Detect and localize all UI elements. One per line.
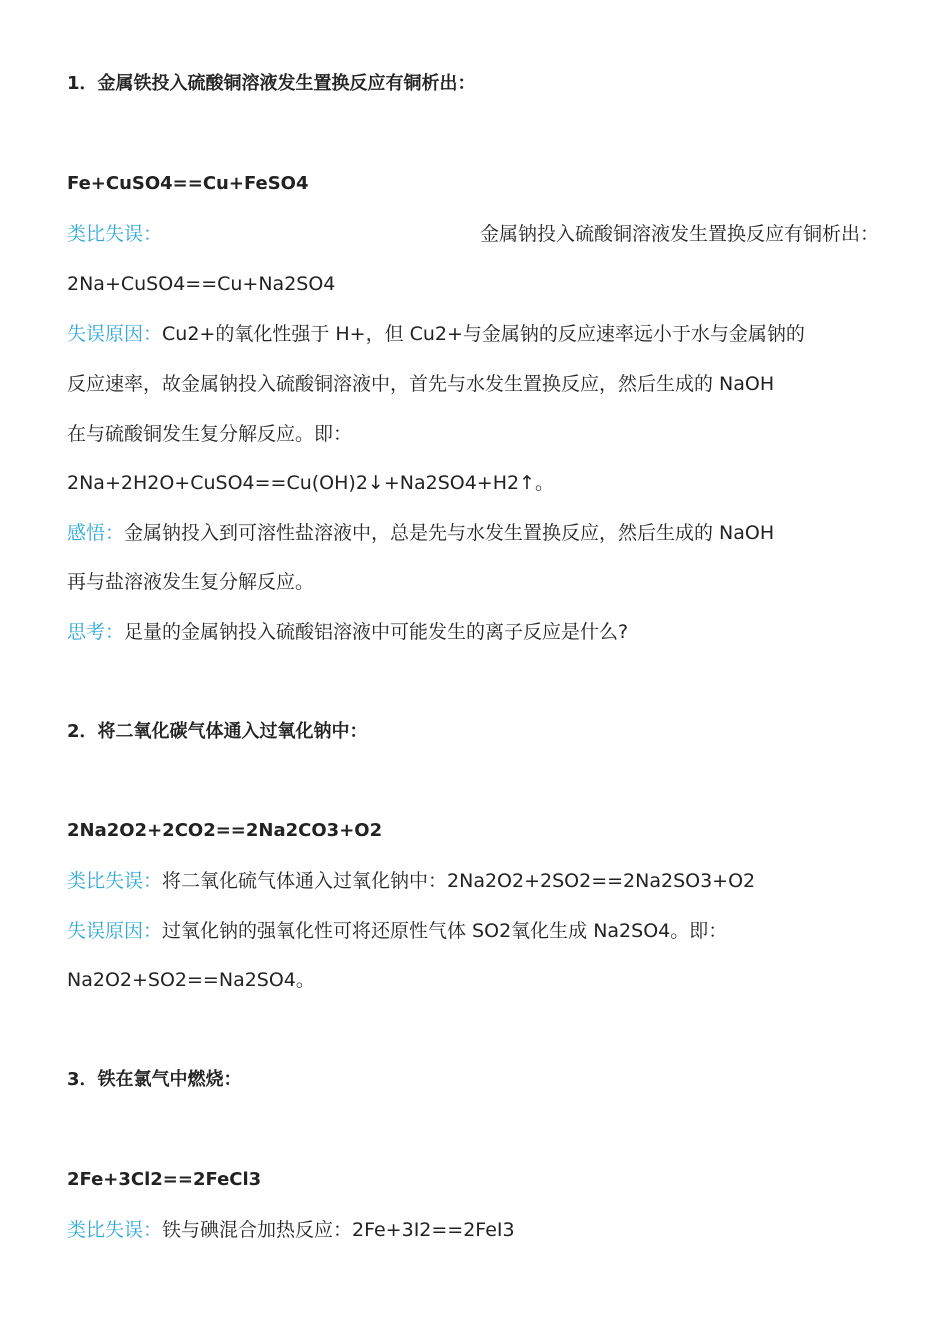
section-1-reason-line-1 <box>67 320 879 348</box>
think-text: 足量的金属钠投入硫酸铝溶液中可能发生的离子反应是什么? <box>124 621 629 643</box>
section-2-heading: 2．将二氧化碳气体通入过氧化钠中： <box>67 721 368 742</box>
section-1-insight-line-2: 再与盐溶液发生复分解反应。 <box>67 571 315 593</box>
section-1-reason-line-3: 在与硫酸铜发生复分解反应。即： <box>67 423 353 445</box>
reason-label: 失误原因： <box>67 920 163 942</box>
analogy-text: 将二氧化硫气体通入过氧化钠中：2Na2O2+2SO2==2Na2SO3+O2 <box>162 870 756 892</box>
section-3-analogy <box>67 1216 879 1244</box>
section-3-equation: 2Fe+3Cl2==2FeCl3 <box>67 1169 262 1190</box>
analogy-text: 金属钠投入硫酸铜溶液发生置换反应有铜析出： <box>479 223 879 245</box>
insight-label: 感悟： <box>67 522 125 544</box>
section-2-analogy <box>67 867 879 895</box>
analogy-label: 类比失误： <box>67 870 163 892</box>
analogy-label: 类比失误： <box>67 1219 163 1241</box>
analogy-text: 铁与碘混合加热反应：2Fe+3I2==2FeI3 <box>162 1219 515 1241</box>
reason-text: Cu2+的氧化性强于 H+，但 Cu2+与金属钠的反应速率远小于水与金属钠的 <box>162 323 805 345</box>
section-1-insight-line-1 <box>67 519 879 547</box>
section-1-think <box>67 618 879 646</box>
section-2-reason <box>67 917 879 945</box>
section-1-heading: 1．金属铁投入硫酸铜溶液发生置换反应有铜析出： <box>67 73 476 94</box>
insight-text: 金属钠投入到可溶性盐溶液中，总是先与水发生置换反应，然后生成的 NaOH <box>124 522 775 544</box>
section-1-analogy-equation: 2Na+CuSO4==Cu+Na2SO4 <box>67 273 336 295</box>
section-1-equation: Fe+CuSO4==Cu+FeSO4 <box>67 173 309 194</box>
section-3-heading: 3．铁在氯气中燃烧： <box>67 1069 242 1090</box>
reason-label: 失误原因： <box>67 323 163 345</box>
section-2-equation: 2Na2O2+2CO2==2Na2CO3+O2 <box>67 820 383 841</box>
section-1-reason-equation: 2Na+2H2O+CuSO4==Cu(OH)2↓+Na2SO4+H2↑。 <box>67 472 555 494</box>
section-1-reason-line-2: 反应速率，故金属钠投入硫酸铜溶液中，首先与水发生置换反应，然后生成的 NaOH <box>67 373 775 395</box>
section-2-reason-equation: Na2O2+SO2==Na2SO4。 <box>67 969 315 991</box>
section-1-analogy <box>67 220 879 248</box>
reason-text: 过氧化钠的强氧化性可将还原性气体 SO2氧化生成 Na2SO4。即： <box>162 920 728 942</box>
think-label: 思考： <box>67 621 125 643</box>
analogy-label: 类比失误： <box>67 223 163 245</box>
